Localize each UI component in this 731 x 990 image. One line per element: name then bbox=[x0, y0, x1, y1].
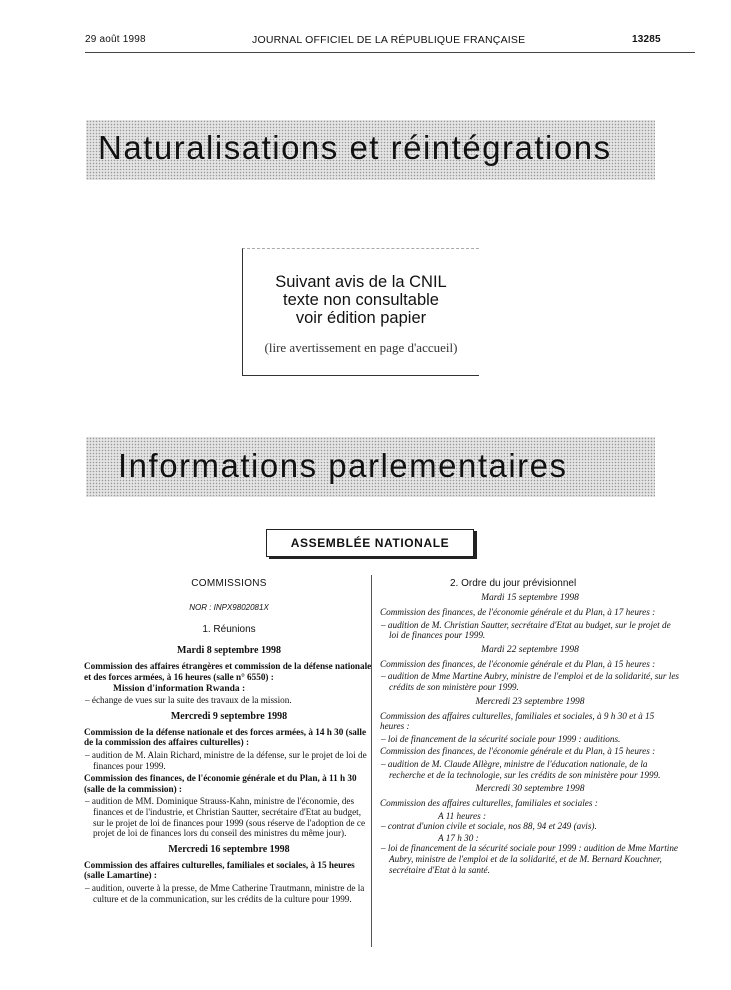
agenda-item: – loi de financement de la sécurité sociale pour 1999 : audition de Mme Martine Aubry, ministre de l'emploi et de la solidarité, et de M. Bernard Kouchner, secrétaire d'Etat à la santé. bbox=[381, 843, 679, 875]
day-heading: Mardi 8 septembre 1998 bbox=[177, 645, 281, 656]
mission-heading: Mission d'information Rwanda : bbox=[113, 684, 246, 695]
agenda-item: – audition, ouverte à la presse, de Mme Catherine Trautmann, ministre de la culture et de la communication, sur les crédits de la culture pour 1999. bbox=[85, 882, 365, 904]
header-divider bbox=[85, 52, 695, 53]
commission-entry: Commission des finances, de l'économie générale et du Plan, à 15 heures : bbox=[380, 658, 656, 669]
agenda-item: – audition de M. Christian Sautter, secrétaire d'Etat au budget, sur le projet de loi de finances pour 1999. bbox=[381, 619, 671, 641]
day-heading: Mercredi 16 septembre 1998 bbox=[168, 843, 290, 855]
commission-entry: Commission des finances, de l'économie générale et du Plan, à 15 heures : bbox=[380, 746, 656, 757]
agenda-item: – audition de MM. Dominique Strauss-Kahn, ministre de l'économie, des finances et de l'industrie, et Christian Sautter, secrétaire d'Etat au budget, sur le projet de loi de finances pour 1999 (sous réserve de l'adoption de ce projet de loi de finances lors du conseil des ministres du même jour). bbox=[85, 796, 366, 839]
day-heading: Mardi 15 septembre 1998 bbox=[481, 593, 579, 603]
commission-entry: Commission des finances, de l'économie générale et du Plan, à 11 h 30 (salle de la commission) : bbox=[84, 773, 357, 794]
commission-entry: Commission des affaires étrangères et commission de la défense nationale et des forces armées, à 16 heures (salle n° 6550) : bbox=[84, 661, 372, 682]
section-heading: 1. Réunions bbox=[202, 624, 256, 635]
cnil-line-4: (lire avertissement en page d'accueil) bbox=[264, 340, 458, 355]
commission-entry: Commission de la défense nationale et des forces armées, à 14 h 30 (salle de la commission des affaires culturelles) : bbox=[84, 726, 367, 748]
agenda-item: – loi de financement de la sécurité sociale pour 1999 : auditions. bbox=[381, 733, 621, 744]
cnil-line-2: texte non consultable bbox=[283, 291, 439, 309]
assembly-label: ASSEMBLÉE NATIONALE bbox=[290, 536, 450, 550]
cnil-notice-box bbox=[242, 248, 479, 376]
commissions-heading: COMMISSIONS bbox=[191, 578, 267, 589]
agenda-item: – échange de vues sur la suite des travaux de la mission. bbox=[85, 695, 292, 706]
header-title: JOURNAL OFFICIEL DE LA RÉPUBLIQUE FRANÇAISE bbox=[252, 34, 526, 46]
agenda-heading: 2. Ordre du jour prévisionnel bbox=[450, 578, 577, 589]
nor-reference: NOR : INPX9802081X bbox=[189, 603, 269, 612]
day-heading: Mercredi 30 septembre 1998 bbox=[475, 784, 585, 795]
cnil-line-1: Suivant avis de la CNIL bbox=[275, 273, 447, 291]
agenda-item: – audition de M. Alain Richard, ministre de la défense, sur le projet de loi de finances pour 1999. bbox=[85, 749, 367, 771]
time-heading: A 11 heures : bbox=[438, 810, 487, 821]
commission-entry: Commission des finances, de l'économie générale et du Plan, à 17 heures : bbox=[380, 607, 656, 617]
day-heading: Mercredi 23 septembre 1998 bbox=[475, 696, 585, 707]
banner-title: Informations parlementaires bbox=[118, 447, 568, 484]
commission-entry: Commission des affaires culturelles, familiales et sociales, à 15 heures (salle Lamartine) : bbox=[84, 859, 355, 881]
left-column bbox=[84, 578, 374, 906]
assembly-box bbox=[266, 529, 474, 557]
page-number: 13285 bbox=[632, 34, 661, 45]
banner-informations bbox=[86, 437, 655, 497]
right-column bbox=[380, 578, 680, 877]
agenda-item: – audition de Mme Martine Aubry, ministre de l'emploi et de la solidarité, sur les crédits de son ministère pour 1999. bbox=[381, 671, 679, 692]
cnil-line-3: voir édition papier bbox=[295, 309, 427, 327]
agenda-item: – contrat d'union civile et sociale, nos 88, 94 et 249 (avis). bbox=[381, 820, 597, 831]
commission-entry: Commission des affaires culturelles, familiales et sociales : bbox=[380, 798, 598, 809]
day-heading: Mardi 22 septembre 1998 bbox=[481, 644, 579, 655]
banner-title: Naturalisations et réintégrations bbox=[98, 129, 612, 166]
agenda-item: – audition de M. Claude Allègre, ministre de l'éducation nationale, de la recherche et de la technologie, sur les crédits de son ministère pour 1999. bbox=[381, 758, 661, 780]
banner-naturalisations bbox=[86, 120, 655, 180]
header-date: 29 août 1998 bbox=[85, 34, 146, 45]
time-heading: A 17 h 30 : bbox=[438, 833, 479, 844]
day-heading: Mercredi 9 septembre 1998 bbox=[170, 710, 288, 722]
commission-entry: Commission des affaires culturelles, familiales et sociales, à 9 h 30 et à 15 heures : bbox=[380, 710, 655, 732]
